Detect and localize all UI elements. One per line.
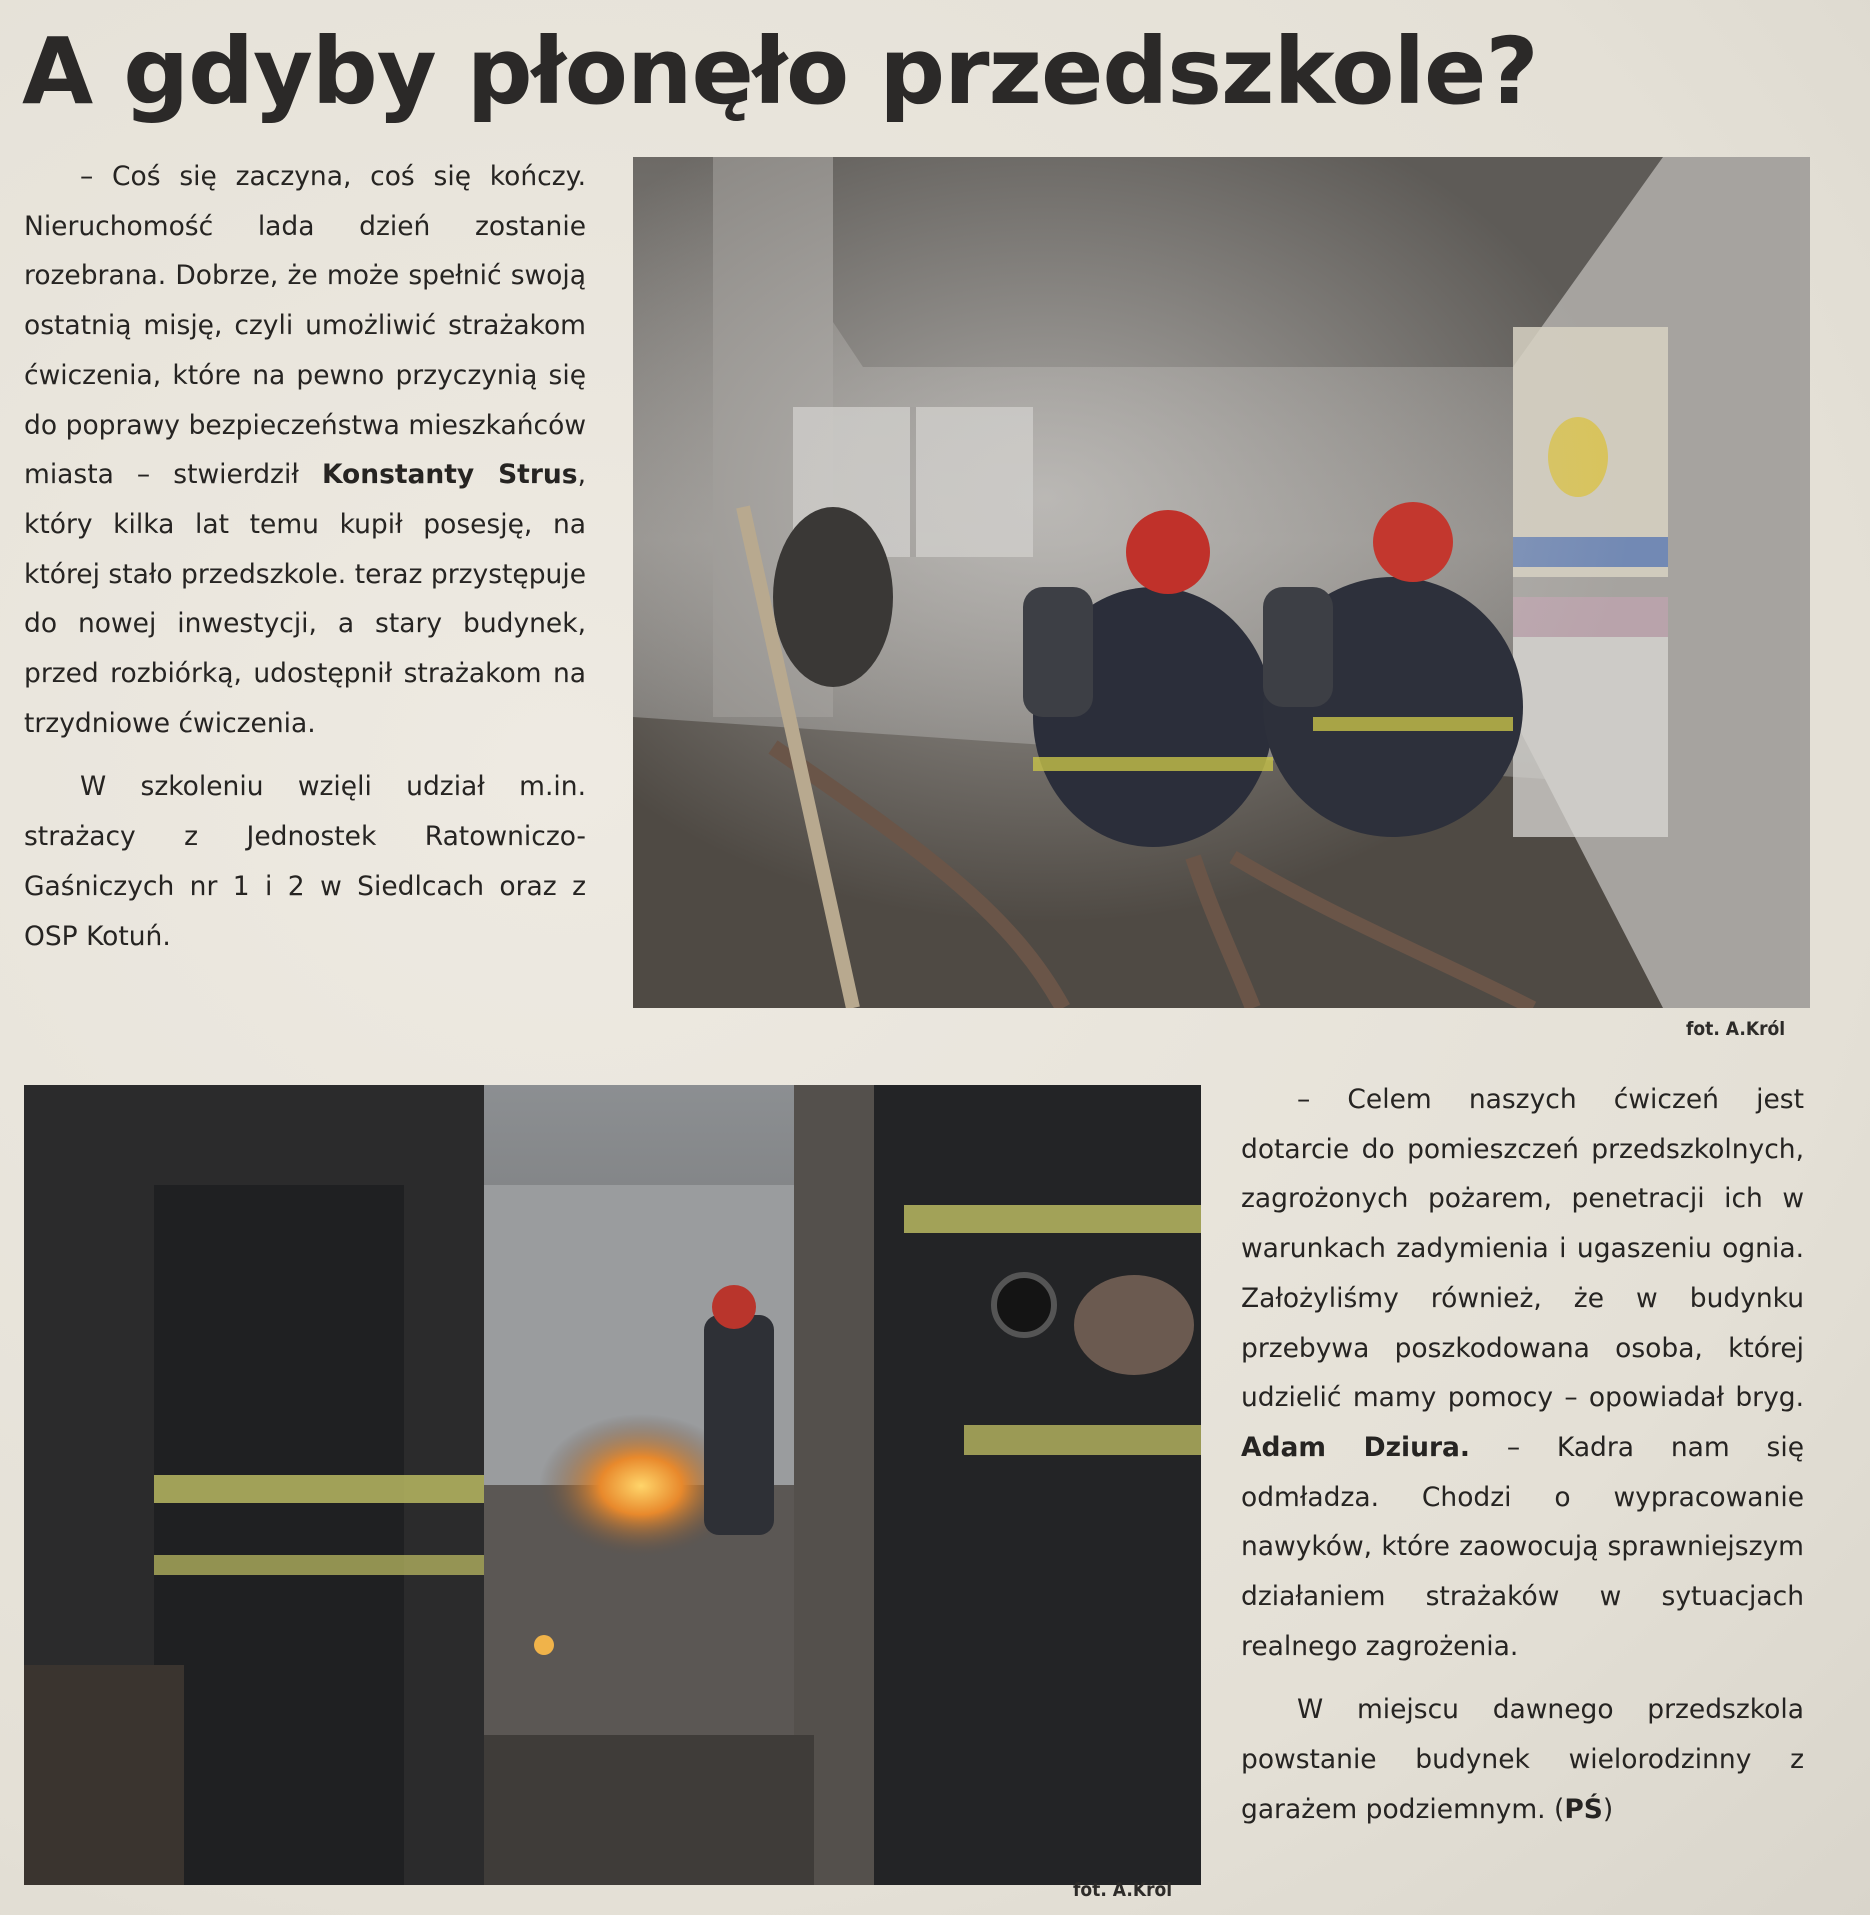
paragraph-text: – Celem naszych ćwiczeń jest dotarcie do pomieszczeń przedszkolnych, zagrożonych pożarem, penetracji ich w warunkach zadymienia i ugaszeniu ognia. Założyliśmy również, że w budynku przebywa poszkodowana osoba, której udzielić mamy pomocy – opowiadał bryg.: [1241, 1084, 1804, 1414]
photo-credit-1: fot. A.Król: [1686, 1018, 1786, 1040]
paragraph-text: ): [1602, 1793, 1614, 1825]
paragraph-new-building: [1241, 1685, 1804, 1834]
photo-firefighters-fire: [24, 1085, 1201, 1885]
article-headline: A gdyby płonęło przedszkole?: [22, 18, 1538, 125]
paragraph-quote-dziura: [1241, 1075, 1804, 1671]
photo-firefighters-fire-image: [24, 1085, 1201, 1885]
article-column-left: [24, 152, 586, 961]
paragraph-text: , który kilka lat temu kupił posesję, na której stało przedszkole. teraz przystępuje do nowej inwestycji, a stary budynek, przed rozbiórką, udostępnił strażakom na trzydniowe ćwiczenia.: [24, 459, 586, 739]
photo-firefighters-corridor-image: [633, 157, 1810, 1008]
person-name-dziura: Adam Dziura.: [1241, 1431, 1470, 1463]
person-name-strus: Konstanty Strus: [321, 459, 578, 491]
paragraph-text: – Kadra nam się odmładza. Chodzi o wypracowanie nawyków, które zaowocują sprawniejszym działaniem strażaków w sytuacjach realnego zagrożenia.: [1241, 1431, 1804, 1662]
paragraph-text: – Coś się zaczyna, coś się kończy. Nieruchomość lada dzień zostanie rozebrana. Dobrze, że może spełnić swoją ostatnią misję, czyli umożliwić strażakom ćwiczenia, które na pewno przyczynią się do poprawy bezpieczeństwa mieszkańców miasta – stwierdził: [24, 161, 586, 491]
photo-firefighters-corridor: [633, 157, 1810, 1008]
paragraph-participants: W szkoleniu wzięli udział m.in. strażacy z Jednostek Ratowniczo-Gaśniczych nr 1 i 2 w Siedlcach oraz z OSP Kotuń.: [24, 771, 586, 952]
paragraph-quote-strus: [24, 152, 586, 748]
author-signature: PŚ: [1564, 1793, 1603, 1825]
article-column-right: [1241, 1075, 1804, 1835]
photo-credit-2: fot. A.Król: [1073, 1879, 1173, 1901]
paragraph-text: W miejscu dawnego przedszkola powstanie budynek wielorodzinny z garażem podziemnym. (: [1241, 1694, 1804, 1825]
